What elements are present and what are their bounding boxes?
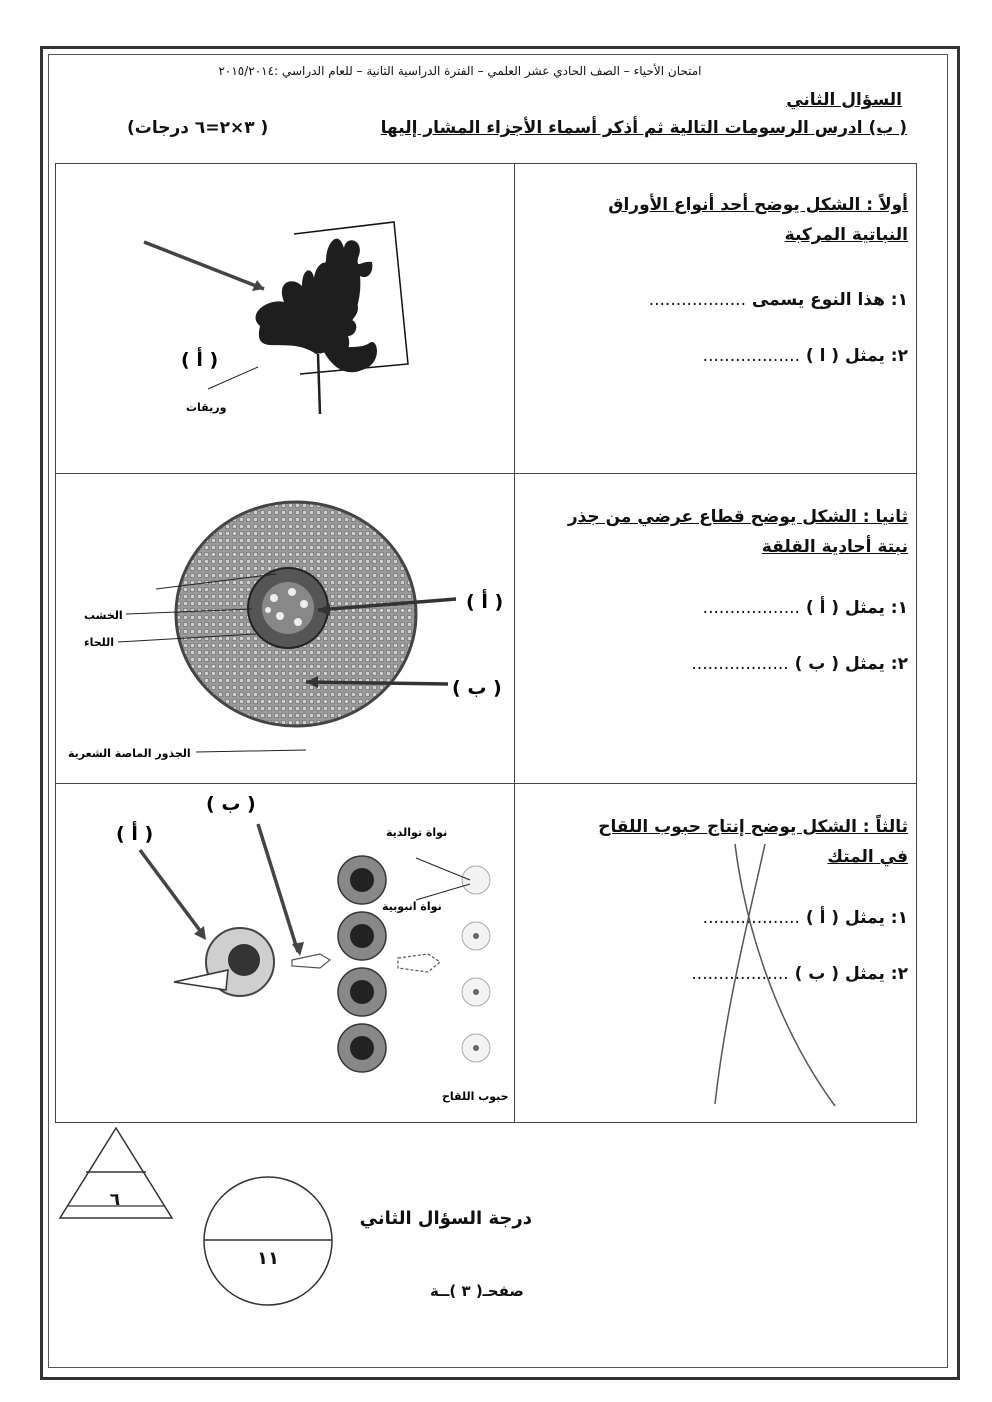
instruction-text: ( ب) ادرس الرسومات التالية ثم أذكر أسماء الأجزاء المشار إليها — [380, 118, 907, 138]
question-grid — [55, 163, 917, 1123]
pointer-a-label: ( أ ) — [466, 591, 504, 613]
pointer-b-label: ( ب ) — [452, 677, 502, 699]
cross-out-mark — [702, 844, 845, 1114]
answer-line-1: ١: يمثل ( أ ) .................. — [702, 598, 908, 618]
answer-blank[interactable]: .................. — [648, 290, 746, 310]
question-score-label: درجة السؤال الثاني — [359, 1208, 532, 1229]
figure-cell-pollen — [56, 784, 515, 1123]
tube-nucleus-label: نواة انبوبية — [382, 900, 442, 913]
pointer-b-label: ( ب ) — [206, 793, 256, 815]
exam-header: امتحان الأحياء – الصف الحادي عشر العلمي – الفترة الدراسية الثانية – للعام الدراسي :٢٠١٥/٢٠١٤ — [218, 64, 702, 78]
xylem-label: الخشب — [84, 609, 123, 622]
question-cell-second — [515, 474, 917, 784]
section-heading: ثانيا : الشكل يوضح قطاع عرضي من جذر نبتة أحادية القلقة — [567, 507, 908, 557]
compound-leaf-figure — [56, 164, 514, 469]
figure-cell-compound-leaf — [56, 164, 515, 474]
circle-score-value: ١١ — [257, 1248, 279, 1269]
question-cell-third — [515, 784, 917, 1123]
answer-line-2: ٢: يمثل ( ب ) .................. — [691, 964, 908, 984]
answer-blank[interactable]: .................. — [702, 598, 800, 618]
pointer-a-label: ( أ ) — [116, 823, 154, 845]
answer-blank[interactable]: .................. — [702, 346, 800, 366]
root-hairs-label: الجذور الماصة الشعرية — [68, 747, 191, 760]
page-number: صفحـ( ٣ )ــة — [430, 1282, 524, 1300]
answer-line-1: ١: يمثل ( أ ) .................. — [702, 908, 908, 928]
pollen-grains-label: حبوب اللقاح — [442, 1090, 509, 1103]
leaflets-label: وريقات — [186, 401, 227, 414]
question-title: السؤال الثاني — [786, 90, 902, 110]
pollen-figure — [56, 784, 514, 1118]
question-cell-first — [515, 164, 917, 474]
answer-line-2: ٢: يمثل ( ا ) .................. — [702, 346, 908, 366]
marks-text: ( ٣×٢=٦ درجات) — [127, 118, 269, 138]
phloem-label: اللحاء — [84, 636, 115, 649]
section-heading: ثالثاً : الشكل يوضح إنتاج حبوب اللقاح في المتك — [598, 817, 908, 867]
circle-score — [200, 1176, 336, 1306]
section-heading: أولاً : الشكل يوضح أحد أنواع الأوراق النباتية المركبة — [608, 195, 908, 245]
triangle-score-value: ٦ — [109, 1190, 121, 1210]
root-section-figure — [56, 474, 514, 779]
answer-blank[interactable]: .................. — [691, 654, 789, 674]
answer-blank[interactable]: .................. — [702, 908, 800, 928]
figure-cell-root-section — [56, 474, 515, 784]
answer-blank[interactable]: .................. — [691, 964, 789, 984]
pointer-a-label: ( أ ) — [181, 349, 219, 371]
question-instruction — [127, 118, 907, 138]
generative-nucleus-label: نواة توالدية — [386, 826, 448, 839]
answer-line-2: ٢: يمثل ( ب ) .................. — [691, 654, 908, 674]
answer-line-1: ١: هذا النوع يسمى .................. — [648, 290, 908, 310]
